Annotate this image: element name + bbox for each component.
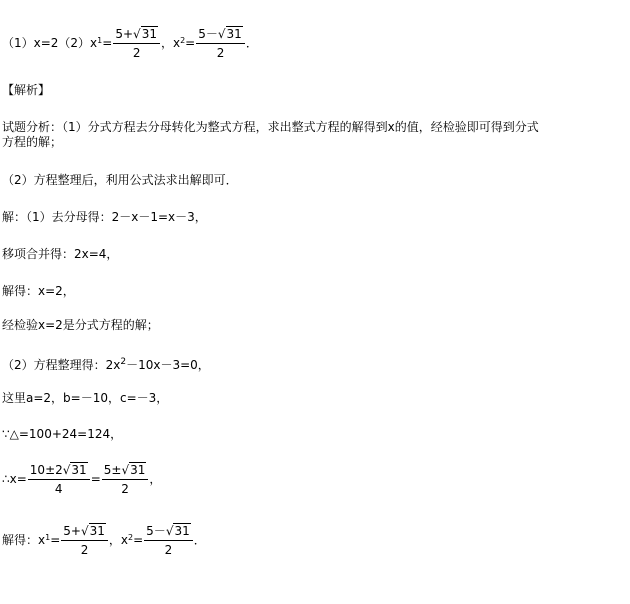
- numerator-prefix: 10±2: [29, 463, 63, 477]
- sqrt-symbol: √31: [121, 463, 146, 477]
- step5-text-b: －10x－3=0，: [126, 358, 210, 372]
- numerator: [102, 462, 149, 480]
- equals-sign: =: [102, 36, 113, 50]
- radicand: 31: [174, 524, 190, 538]
- fraction-x2: [144, 523, 193, 558]
- numerator-prefix: 5－: [146, 524, 166, 538]
- numerator: [196, 26, 245, 44]
- separator-text: ，x: [108, 533, 129, 547]
- fraction-simplified: [102, 462, 149, 497]
- solution-step-7: ∵△=100+24=124，: [2, 427, 123, 441]
- denominator: 2: [132, 46, 141, 60]
- numerator: [28, 462, 90, 480]
- sqrt-symbol: √31: [80, 524, 105, 538]
- subscript-1: 1: [45, 533, 51, 542]
- numerator-prefix: 5－: [198, 27, 218, 41]
- section-header: 【解析】: [2, 83, 51, 97]
- analysis-line-2: 方程的解；: [2, 135, 63, 149]
- equals-sign: =: [133, 533, 144, 547]
- solution-step-1: 解：（1）去分母得：2－x－1=x－3，: [2, 210, 207, 224]
- solution-step-4: 经检验x=2是分式方程的解；: [2, 318, 159, 332]
- radicand: 31: [141, 27, 157, 41]
- answer-part1-text: （1）x=2（2）x: [2, 36, 98, 50]
- radicand: 31: [226, 27, 242, 41]
- radicand: 31: [130, 463, 146, 477]
- comma: ，: [149, 472, 162, 486]
- numerator-prefix: 5+: [63, 524, 81, 538]
- denominator: 2: [121, 482, 129, 496]
- analysis-line-3: （2）方程整理后，利用公式法求出解即可．: [2, 173, 238, 187]
- radicand: 31: [89, 524, 105, 538]
- subscript-2: 2: [128, 533, 134, 542]
- radicand: 31: [71, 463, 87, 477]
- step5-text-a: （2）方程整理得：2x: [2, 358, 121, 372]
- numerator: [113, 26, 160, 44]
- fraction-quadratic: [28, 462, 90, 497]
- solution-step-9: [2, 523, 206, 558]
- numerator: [61, 523, 108, 541]
- equals-sign: =: [185, 36, 196, 50]
- denominator: 2: [216, 46, 225, 60]
- analysis-line-1: 试题分析：（1）分式方程去分母转化为整式方程，求出整式方程的解得到x的值，经检验即可得到分式: [2, 120, 539, 134]
- sqrt-symbol: √31: [217, 27, 242, 41]
- solution-step-6: 这里a=2，b=－10，c=－3，: [2, 391, 169, 405]
- solution-step-2: 移项合并得：2x=4，: [2, 247, 119, 261]
- therefore-x: ∴x=: [2, 472, 27, 486]
- sqrt-symbol: √31: [165, 524, 190, 538]
- sqrt-symbol: √31: [62, 463, 87, 477]
- numerator: [144, 523, 193, 541]
- numerator-prefix: 5+: [115, 27, 134, 41]
- sqrt-symbol: √31: [133, 27, 157, 41]
- period: ．: [245, 36, 258, 50]
- numerator-prefix: 5±: [103, 463, 122, 477]
- equals-sign: =: [50, 533, 61, 547]
- fraction-x1: [61, 523, 108, 558]
- denominator: 2: [164, 543, 173, 557]
- fraction-x2: [196, 26, 245, 61]
- separator-text: ，x: [160, 36, 181, 50]
- subscript-2: 2: [180, 36, 186, 45]
- answer-line: [2, 26, 258, 61]
- fraction-x1: [113, 26, 160, 61]
- denominator: 4: [54, 482, 63, 496]
- final-label: 解得：x: [2, 533, 46, 547]
- exponent: 2: [120, 357, 127, 367]
- denominator: 2: [80, 543, 89, 557]
- subscript-1: 1: [97, 36, 103, 45]
- solution-step-5: [2, 354, 210, 373]
- period: ．: [193, 533, 206, 547]
- solution-step-8: [2, 462, 161, 497]
- equals-sign: =: [90, 472, 101, 486]
- solution-step-3: 解得：x=2，: [2, 284, 75, 298]
